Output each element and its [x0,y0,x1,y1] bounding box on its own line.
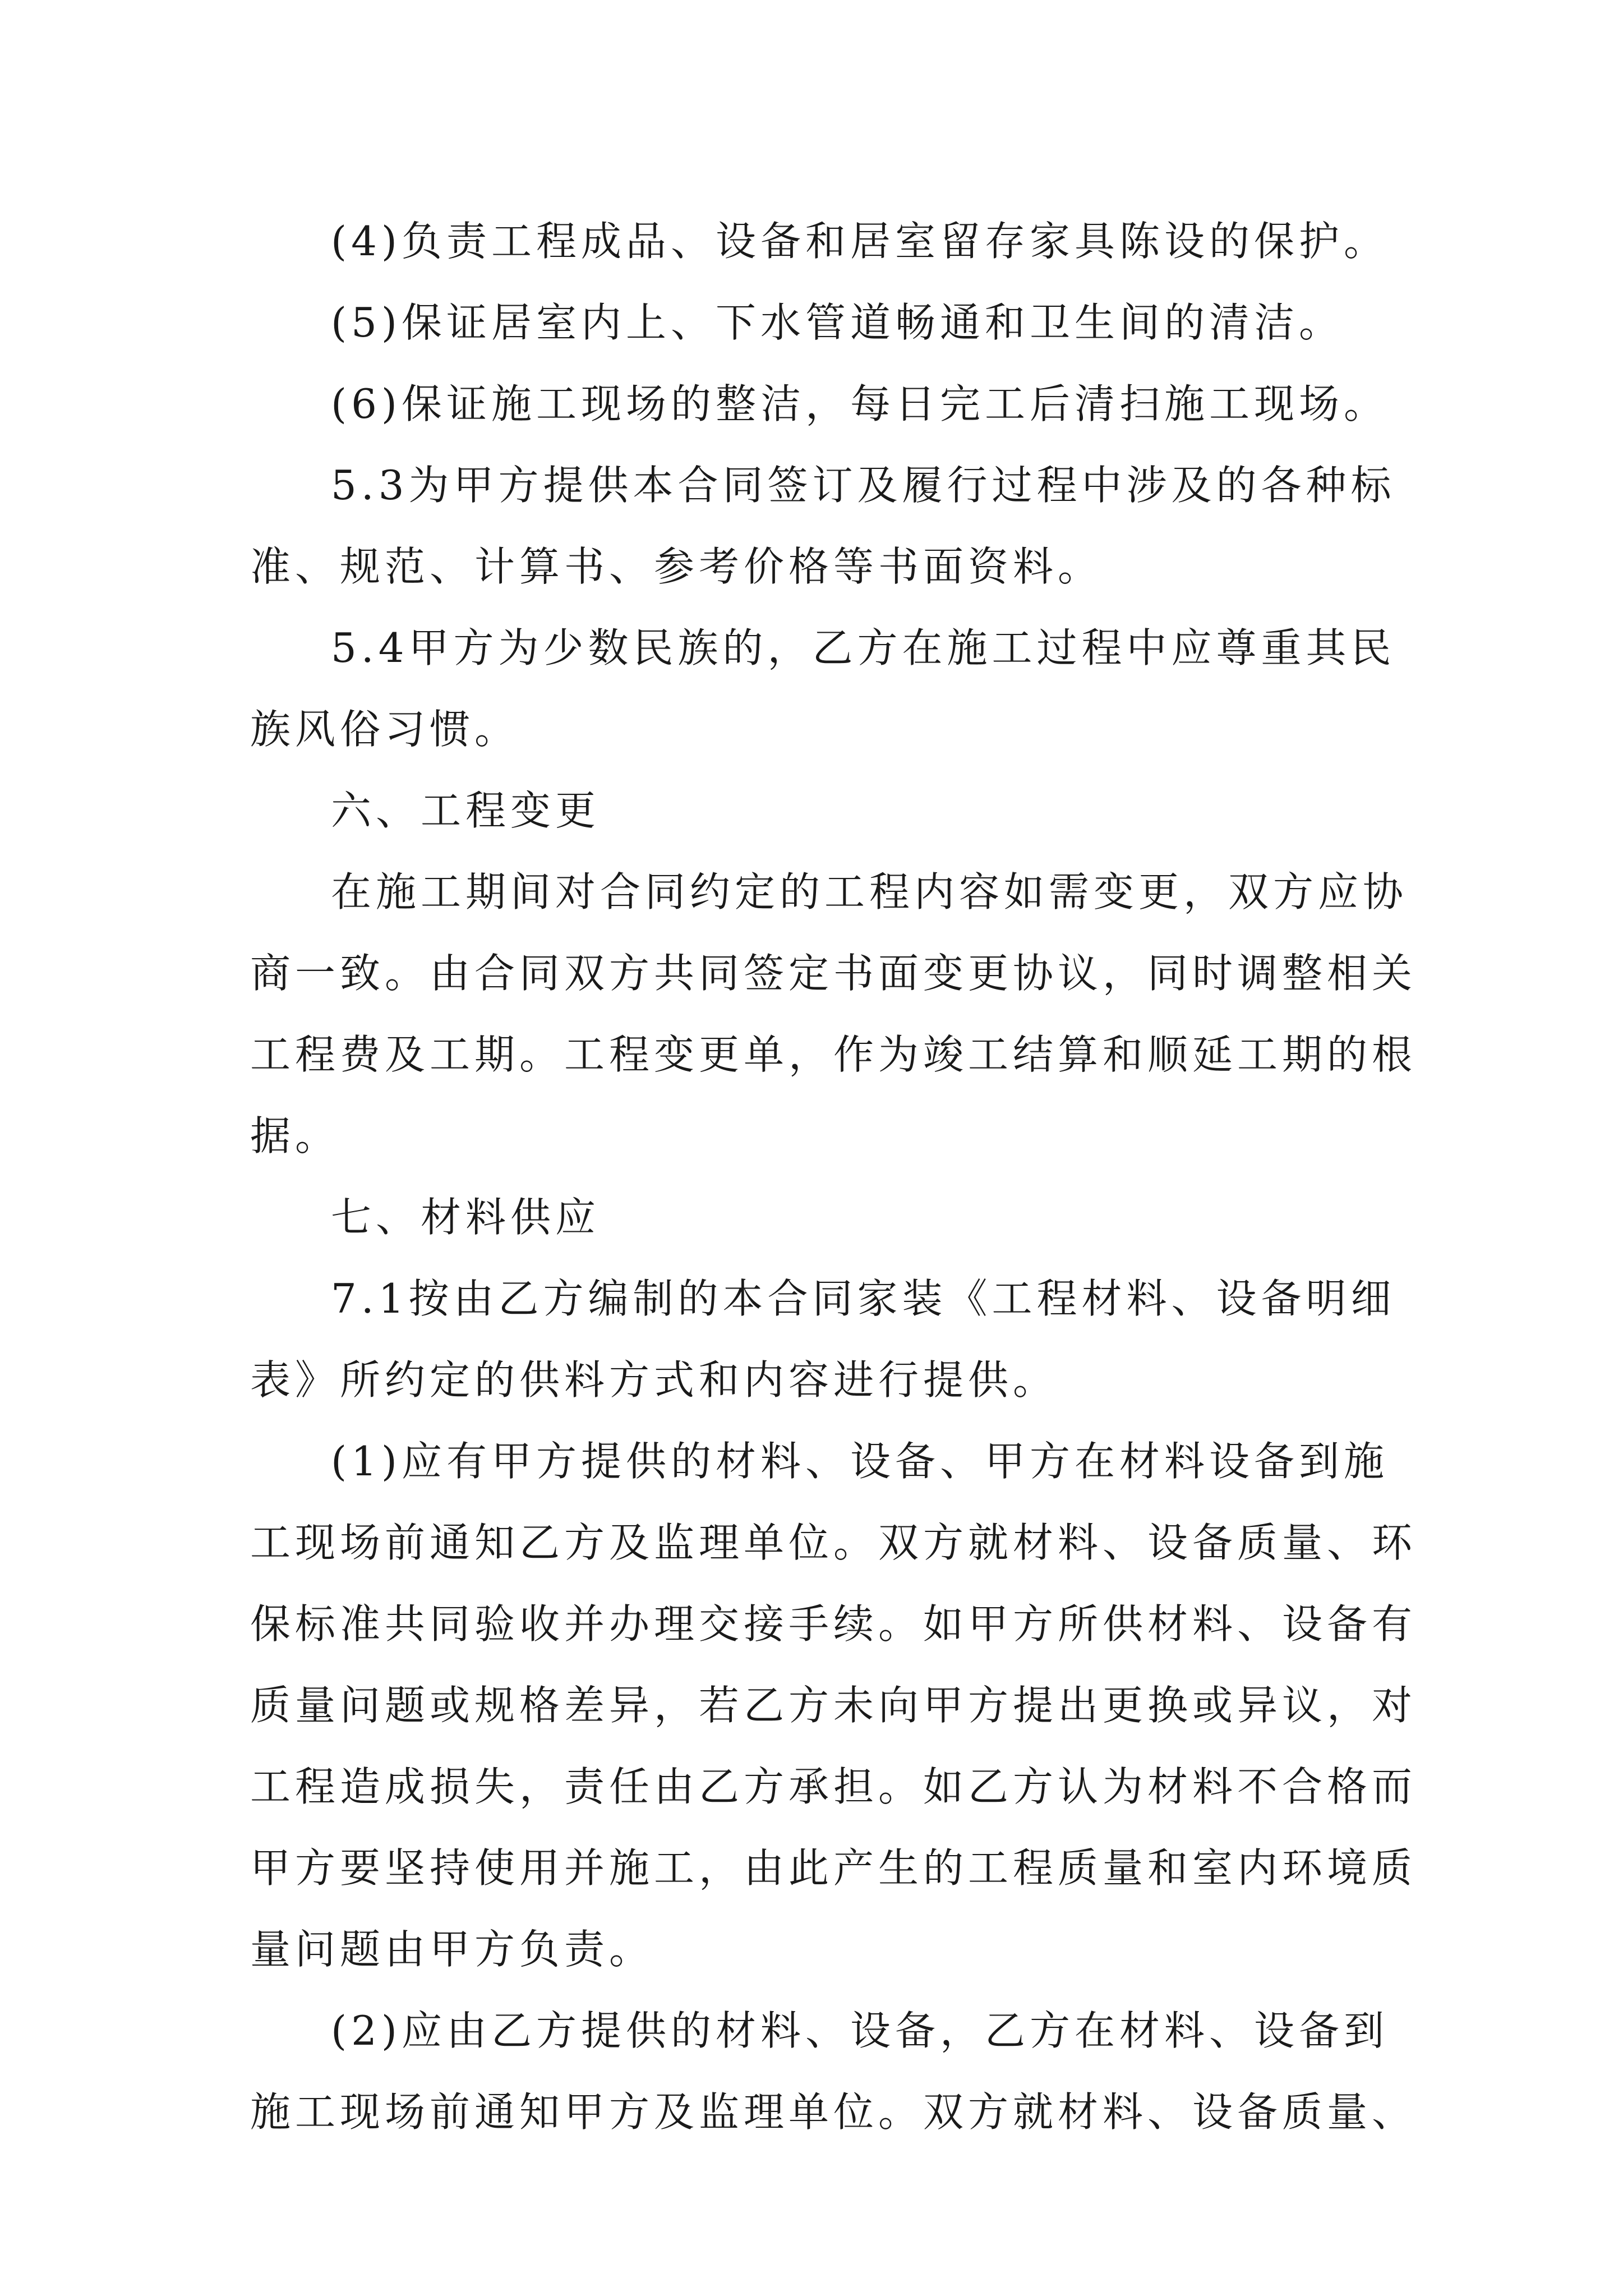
text-line: (5)保证居室内上、下水管道畅通和卫生间的清洁。 [331,299,1344,346]
text-line: 保标准共同验收并办理交接手续。如甲方所供材料、设备有 [250,1600,1417,1648]
text-line: 7.1按由乙方编制的本合同家装《工程材料、设备明细 [331,1275,1396,1322]
section-heading: 六、工程变更 [331,787,601,834]
text-line: 准、规范、计算书、参考价格等书面资料。 [250,543,1103,590]
text-line: (2)应由乙方提供的材料、设备，乙方在材料、设备到 [331,2007,1389,2054]
text-line: 量问题由甲方负责。 [250,1926,654,1973]
text-line: 工程费及工期。工程变更单，作为竣工结算和顺延工期的根 [250,1031,1417,1078]
text-line: (6)保证施工现场的整洁，每日完工后清扫施工现场。 [331,380,1389,427]
text-line: (4)负责工程成品、设备和居室留存家具陈设的保护。 [331,218,1389,265]
text-line: 5.4甲方为少数民族的，乙方在施工过程中应尊重其民 [331,624,1396,671]
text-line: 商一致。由合同双方共同签定书面变更协议，同时调整相关 [250,950,1417,997]
text-line: 工程造成损失，责任由乙方承担。如乙方认为材料不合格而 [250,1763,1417,1810]
text-line: 5.3为甲方提供本合同签订及履行过程中涉及的各种标 [331,462,1396,509]
text-line: 据。 [250,1112,340,1159]
text-line: (1)应有甲方提供的材料、设备、甲方在材料设备到施 [331,1438,1389,1485]
text-line: 表》所约定的供料方式和内容进行提供。 [250,1356,1058,1404]
text-line: 族风俗习惯。 [250,706,520,753]
section-heading: 七、材料供应 [331,1194,601,1241]
text-line: 在施工期间对合同约定的工程内容如需变更，双方应协 [331,868,1408,915]
text-line: 工现场前通知乙方及监理单位。双方就材料、设备质量、环 [250,1519,1417,1566]
text-line: 甲方要坚持使用并施工，由此产生的工程质量和室内环境质 [250,1844,1417,1892]
text-line: 质量问题或规格差异，若乙方未向甲方提出更换或异议，对 [250,1682,1417,1729]
text-line: 施工现场前通知甲方及监理单位。双方就材料、设备质量、 [250,2088,1417,2136]
